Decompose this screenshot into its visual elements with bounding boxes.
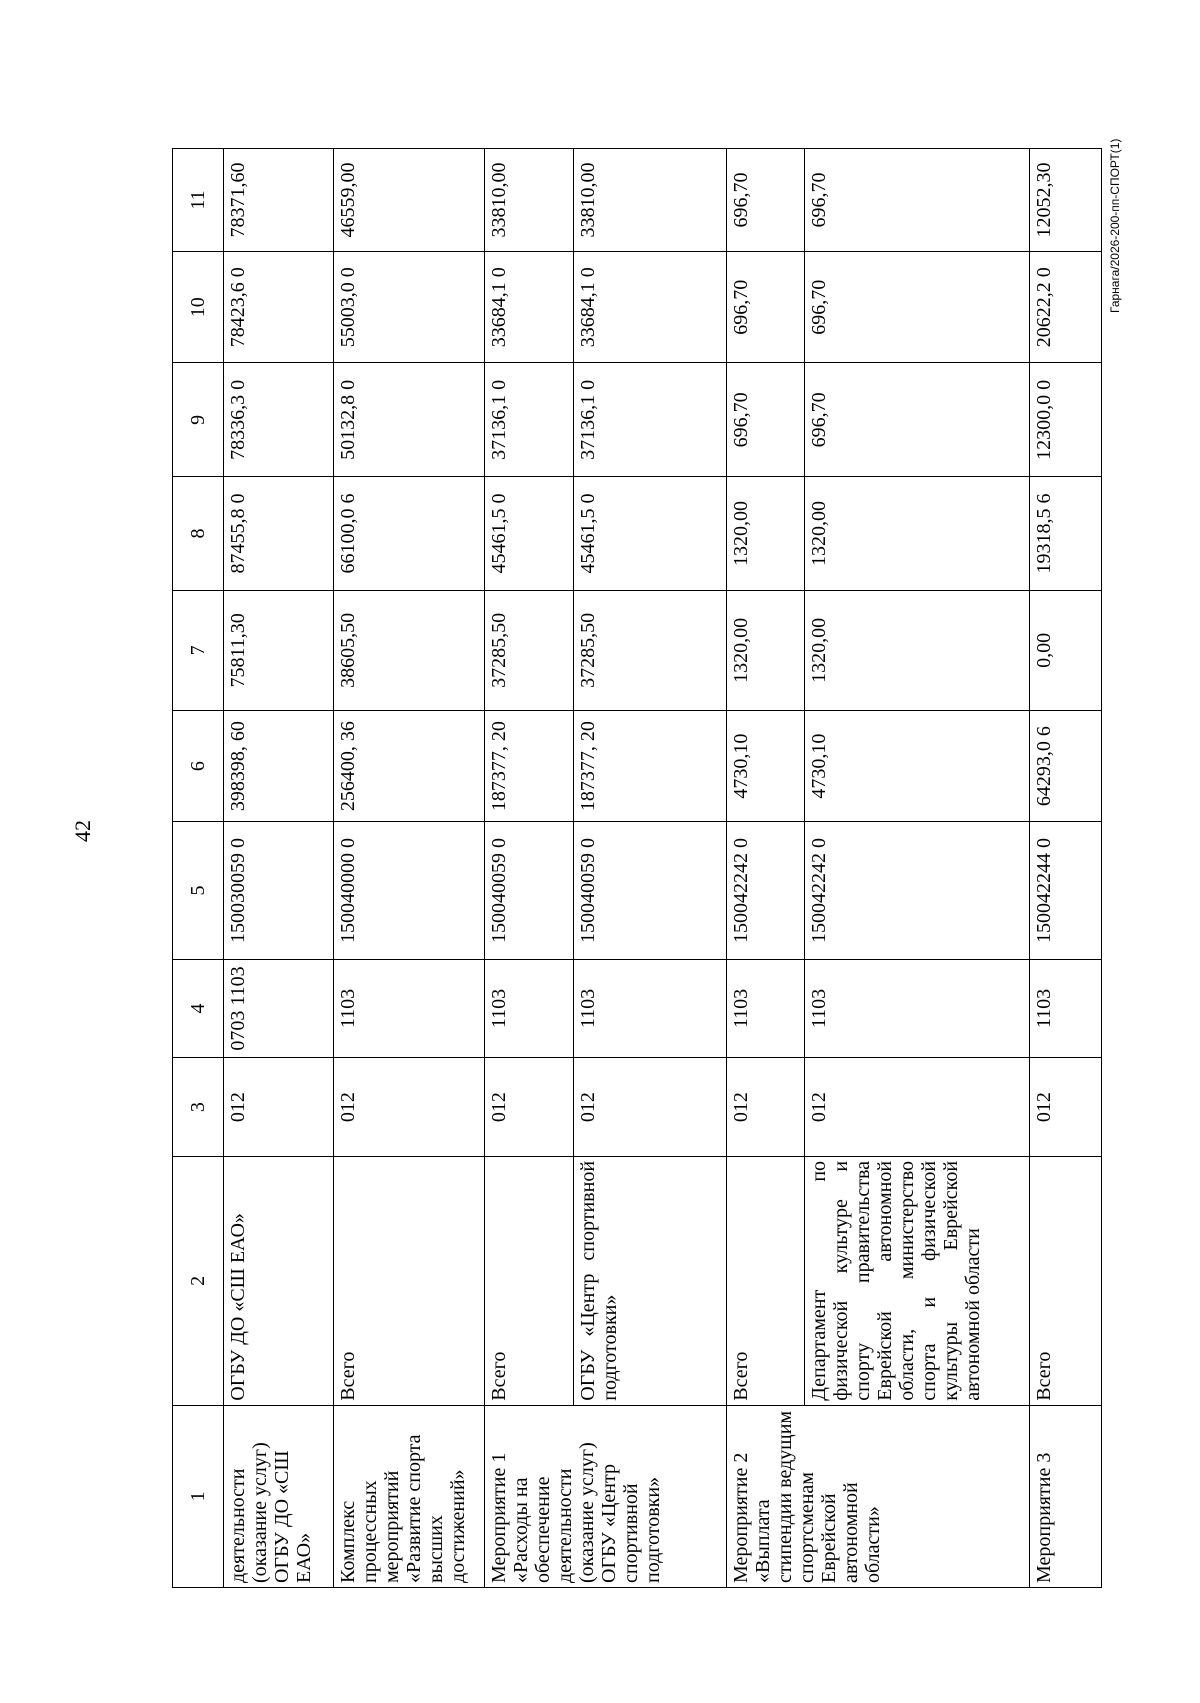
table-row [484, 149, 573, 1588]
header-cell: 11 [173, 149, 224, 252]
executor-cell: Всего [1030, 1156, 1102, 1405]
total-cell: 187377, 20 [573, 710, 727, 822]
table-row [224, 149, 334, 1588]
year-value-cell: 33810,00 [573, 149, 727, 252]
header-cell: 3 [173, 1058, 224, 1157]
year-value-cell: 696,70 [727, 251, 805, 363]
program-name-cell: Комплекс процессных мероприятий «Развитие спорта высших достижений» [334, 1405, 484, 1587]
header-cell: 2 [173, 1156, 224, 1405]
year-value-cell: 19318,5 6 [1030, 477, 1102, 591]
table-row [1030, 149, 1102, 1588]
total-cell: 187377, 20 [484, 710, 573, 822]
total-cell: 398398, 60 [224, 710, 334, 822]
program-name-cell: деятельности (оказание услуг) ОГБУ ДО «СШ ЕАО» [224, 1405, 334, 1587]
header-cell: 7 [173, 590, 224, 710]
executor-cell: ОГБУ ДО «СШ ЕАО» [224, 1156, 334, 1405]
year-value-cell: 78423,6 0 [224, 251, 334, 363]
target-article-cell: 150040000 0 [334, 822, 484, 959]
year-value-cell: 0,00 [1030, 590, 1102, 710]
header-cell: 9 [173, 363, 224, 477]
grbs-cell: 012 [727, 1058, 805, 1157]
section-cell: 1103 [727, 959, 805, 1058]
page-number: 42 [70, 820, 95, 842]
year-value-cell: 45461,5 0 [573, 477, 727, 591]
year-value-cell: 12052,30 [1030, 149, 1102, 252]
year-value-cell: 1320,00 [805, 477, 1030, 591]
document-code: Гарнага/2026-200-пп-СПОРТ(1) [1108, 138, 1122, 313]
target-article-cell: 150042242 0 [805, 822, 1030, 959]
header-cell: 10 [173, 251, 224, 363]
header-row [173, 149, 224, 1588]
table-row [805, 149, 1030, 1588]
header-cell: 8 [173, 477, 224, 591]
executor-cell: ОГБУ «Центр спортивной подготовки» [573, 1156, 727, 1405]
year-value-cell: 78371,60 [224, 149, 334, 252]
year-value-cell: 37285,50 [484, 590, 573, 710]
year-value-cell: 33810,00 [484, 149, 573, 252]
executor-cell: Департамент по физической культуре и спорту правительства Еврейской автономной области, министерство спорта и физической культуры Еврейской автономной области [805, 1156, 1030, 1405]
program-name-cell: Мероприятие 1 «Расходы на обеспечение деятельности (оказание услуг) ОГБУ «Центр спортивной подготовки» [484, 1405, 726, 1587]
executor-cell: Всего [484, 1156, 573, 1405]
header-cell: 6 [173, 710, 224, 822]
year-value-cell: 696,70 [727, 149, 805, 252]
year-value-cell: 78336,3 0 [224, 363, 334, 477]
section-cell: 0703 1103 [224, 959, 334, 1058]
grbs-cell: 012 [334, 1058, 484, 1157]
year-value-cell: 37136,1 0 [484, 363, 573, 477]
total-cell: 4730,10 [805, 710, 1030, 822]
year-value-cell: 696,70 [727, 363, 805, 477]
target-article-cell: 150040059 0 [573, 822, 727, 959]
year-value-cell: 696,70 [805, 251, 1030, 363]
year-value-cell: 37136,1 0 [573, 363, 727, 477]
year-value-cell: 696,70 [805, 363, 1030, 477]
year-value-cell: 66100,0 6 [334, 477, 484, 591]
year-value-cell: 20622,2 0 [1030, 251, 1102, 363]
budget-table [172, 148, 1102, 1588]
grbs-cell: 012 [224, 1058, 334, 1157]
year-value-cell: 50132,8 0 [334, 363, 484, 477]
header-cell: 5 [173, 822, 224, 959]
total-cell: 4730,10 [727, 710, 805, 822]
executor-cell: Всего [334, 1156, 484, 1405]
year-value-cell: 37285,50 [573, 590, 727, 710]
target-article-cell: 150042242 0 [727, 822, 805, 959]
section-cell: 1103 [1030, 959, 1102, 1058]
header-cell: 4 [173, 959, 224, 1058]
program-name-cell: Мероприятие 2 «Выплата стипендии ведущим спортсменам Еврейской автономной области» [727, 1405, 1030, 1587]
year-value-cell: 33684,1 0 [573, 251, 727, 363]
target-article-cell: 150042244 0 [1030, 822, 1102, 959]
year-value-cell: 1320,00 [805, 590, 1030, 710]
target-article-cell: 150030059 0 [224, 822, 334, 959]
year-value-cell: 38605,50 [334, 590, 484, 710]
target-article-cell: 150040059 0 [484, 822, 573, 959]
table-row [573, 149, 727, 1588]
year-value-cell: 75811,30 [224, 590, 334, 710]
table-row [727, 149, 805, 1588]
section-cell: 1103 [805, 959, 1030, 1058]
rotated-table-container [172, 148, 1102, 1588]
grbs-cell: 012 [573, 1058, 727, 1157]
executor-cell: Всего [727, 1156, 805, 1405]
year-value-cell: 1320,00 [727, 477, 805, 591]
year-value-cell: 12300,0 0 [1030, 363, 1102, 477]
year-value-cell: 87455,8 0 [224, 477, 334, 591]
grbs-cell: 012 [484, 1058, 573, 1157]
year-value-cell: 33684,1 0 [484, 251, 573, 363]
table-row [334, 149, 484, 1588]
year-value-cell: 696,70 [805, 149, 1030, 252]
total-cell: 64293,0 6 [1030, 710, 1102, 822]
section-cell: 1103 [573, 959, 727, 1058]
section-cell: 1103 [334, 959, 484, 1058]
total-cell: 256400, 36 [334, 710, 484, 822]
year-value-cell: 55003,0 0 [334, 251, 484, 363]
section-cell: 1103 [484, 959, 573, 1058]
grbs-cell: 012 [805, 1058, 1030, 1157]
year-value-cell: 1320,00 [727, 590, 805, 710]
year-value-cell: 45461,5 0 [484, 477, 573, 591]
grbs-cell: 012 [1030, 1058, 1102, 1157]
year-value-cell: 46559,00 [334, 149, 484, 252]
header-cell: 1 [173, 1405, 224, 1587]
program-name-cell: Мероприятие 3 [1030, 1405, 1102, 1587]
